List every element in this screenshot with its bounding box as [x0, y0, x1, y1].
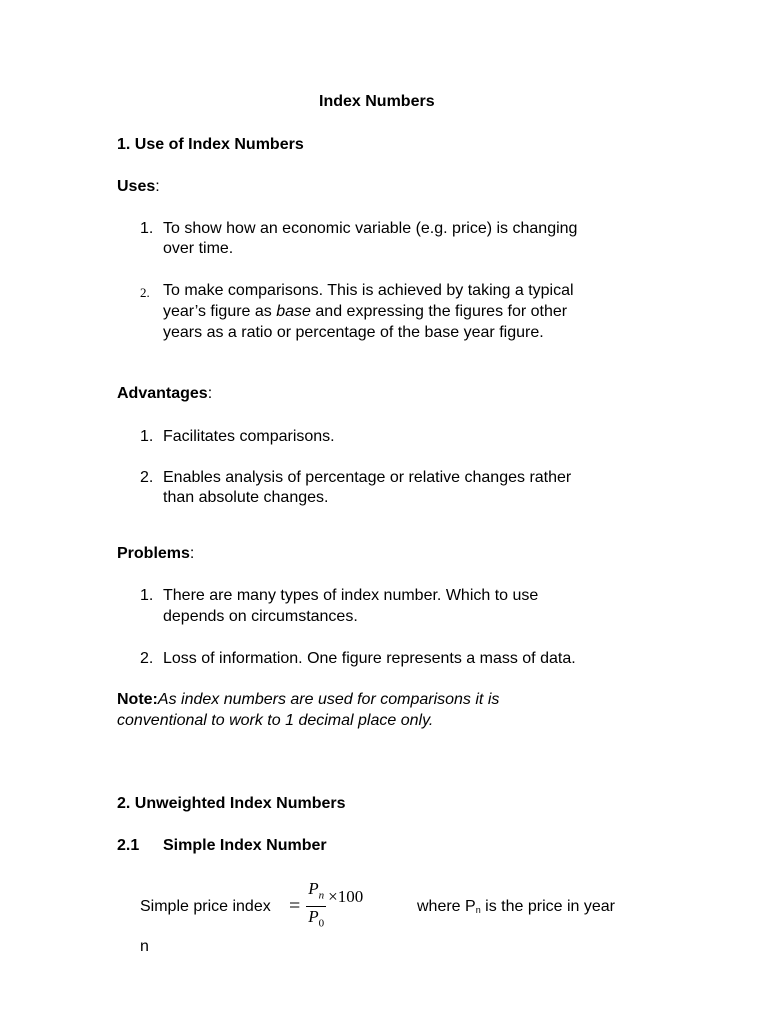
note-text-line-1: As index numbers are used for comparisons it is	[157, 691, 500, 708]
where-pre: where P	[417, 898, 476, 915]
where-subscript: n	[475, 905, 481, 915]
uses-item-2-line-2-pre: year’s figure as	[163, 303, 277, 320]
uses-label: Uses	[117, 178, 156, 195]
subsection-2-1-number: 2.1	[117, 837, 140, 854]
uses-item-1-line-2: over time.	[163, 240, 234, 257]
problems-item-1-number: 1.	[140, 587, 154, 604]
uses-item-2-number: 2.	[140, 285, 150, 300]
advantages-item-2-line-2: than absolute changes.	[163, 489, 329, 506]
section-2-heading: 2. Unweighted Index Numbers	[117, 795, 346, 812]
numerator-letter: P	[308, 879, 319, 899]
problems-item-1-line-2: depends on circumstances.	[163, 608, 358, 625]
problems-item-2-number: 2.	[140, 650, 154, 667]
formula-wrap-n: n	[140, 938, 149, 955]
uses-item-2-line-2-post: and expressing the figures for other	[310, 303, 568, 320]
uses-item-2-line-3: years as a ratio or percentage of the base year figure.	[163, 324, 544, 341]
uses-item-2-line-2	[163, 303, 567, 321]
uses-colon: :	[155, 178, 160, 195]
problems-item-2-line-1: Loss of information. One figure represents a mass of data.	[163, 650, 576, 667]
formula-numerator	[306, 879, 326, 906]
advantages-item-1-number: 1.	[140, 428, 154, 445]
advantages-item-1-line-1: Facilitates comparisons.	[163, 428, 335, 445]
simple-price-index-formula	[289, 878, 363, 934]
uses-item-2-base-emphasis: base	[276, 303, 311, 320]
note-text-line-2: conventional to work to 1 decimal place only.	[117, 712, 434, 729]
subsection-2-1-title: Simple Index Number	[163, 837, 327, 854]
formula-label: Simple price index	[140, 898, 271, 915]
denominator-subscript: 0	[318, 916, 325, 929]
uses-item-1-line-1: To show how an economic variable (e.g. price) is changing	[163, 220, 578, 237]
advantages-heading	[117, 385, 212, 403]
section-1-heading: 1. Use of Index Numbers	[117, 136, 304, 153]
problems-item-1-line-1: There are many types of index number. Which to use	[163, 587, 539, 604]
advantages-label: Advantages	[117, 385, 208, 402]
formula-times-100: ×100	[328, 887, 364, 906]
formula-where-text	[417, 898, 615, 916]
where-post: is the price in year	[480, 898, 615, 915]
problems-label: Problems	[117, 545, 190, 562]
advantages-colon: :	[207, 385, 213, 402]
uses-item-2-line-1: To make comparisons. This is achieved by taking a typical	[163, 282, 574, 299]
uses-item-1-number: 1.	[140, 220, 154, 237]
advantages-item-2-line-1: Enables analysis of percentage or relative changes rather	[163, 469, 572, 486]
problems-heading	[117, 545, 194, 563]
uses-heading	[117, 178, 160, 196]
numerator-subscript: n	[318, 889, 325, 902]
advantages-item-2-number: 2.	[140, 469, 154, 486]
note-paragraph-line-1	[117, 691, 499, 709]
formula-equals: =	[289, 894, 301, 917]
problems-colon: :	[189, 545, 195, 562]
formula-fraction	[306, 879, 326, 933]
note-label: Note:	[117, 691, 158, 708]
denominator-letter: P	[308, 906, 319, 926]
page-title: Index Numbers	[319, 93, 435, 110]
formula-denominator	[308, 907, 324, 933]
